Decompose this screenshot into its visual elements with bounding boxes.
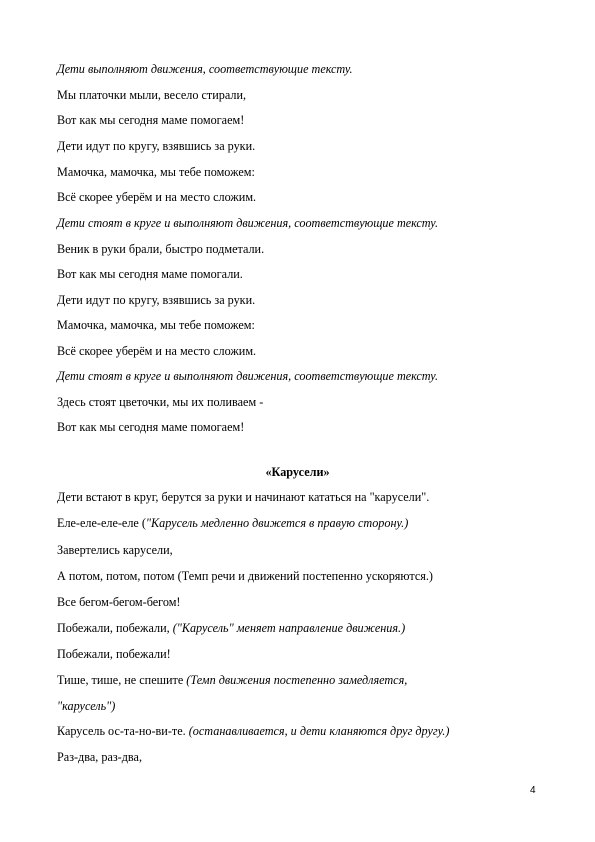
text-line: Мы платочки мыли, весело стирали,: [57, 88, 247, 102]
page-number: 4: [530, 785, 536, 796]
text-line: Дети стоят в круге и выполняют движения, соответствующие тексту.: [57, 216, 438, 230]
text-line: [57, 673, 407, 688]
text-line: Вот как мы сегодня маме помогаем!: [57, 420, 245, 434]
text-line: [57, 595, 180, 610]
text-line: [57, 516, 408, 531]
verse-text: Тише, тише, не спешите: [57, 673, 187, 687]
verse-text: Побежали, побежали,: [57, 621, 173, 635]
text-line: Вот как мы сегодня маме помогали.: [57, 267, 243, 281]
verse-text: Завертелись карусели,: [57, 543, 173, 557]
verse-text: А потом, потом, потом (Темп речи и движений постепенно ускоряются.): [57, 569, 433, 583]
text-line: Всё скорее уберём и на место сложим.: [57, 190, 257, 204]
verse-text: Побежали, побежали!: [57, 647, 171, 661]
text-line: [57, 490, 429, 505]
text-line: Дети стоят в круге и выполняют движения, соответствующие тексту.: [57, 369, 438, 383]
text-line: [57, 621, 405, 636]
text-line: Веник в руки брали, быстро подметали.: [57, 242, 265, 256]
verse-text: Раз-два, раз-два,: [57, 750, 142, 764]
text-line: Мамочка, мамочка, мы тебе поможем:: [57, 165, 255, 179]
section-title: «Карусели»: [265, 465, 330, 479]
text-line: [57, 569, 433, 584]
text-line: [57, 543, 173, 558]
text-line: Вот как мы сегодня маме помогаем!: [57, 113, 245, 127]
text-line: [57, 750, 142, 765]
verse-text: Все бегом-бегом-бегом!: [57, 595, 181, 609]
text-line: [57, 699, 115, 714]
stage-direction: ("Карусель" меняет направление движения.): [172, 621, 406, 635]
text-line: Здесь стоят цветочки, мы их поливаем -: [57, 395, 264, 409]
text-line: Всё скорее уберём и на место сложим.: [57, 344, 257, 358]
stage-direction: (останавливается, и дети кланяются друг другу.): [188, 724, 450, 738]
text-line: Дети идут по кругу, взявшись за руки.: [57, 139, 256, 153]
stage-direction: "карусель"): [57, 699, 116, 713]
text-line: Мамочка, мамочка, мы тебе поможем:: [57, 318, 255, 332]
stage-direction: "Карусель медленно движется в правую сторону.): [145, 516, 409, 530]
stage-direction: (Темп движения постепенно замедляется,: [186, 673, 408, 687]
text-line: [57, 724, 449, 739]
verse-text: Еле-еле-еле-еле (: [57, 516, 146, 530]
text-line: Дети выполняют движения, соответствующие тексту.: [57, 62, 353, 76]
text-line: Дети идут по кругу, взявшись за руки.: [57, 293, 256, 307]
text-line: [57, 647, 171, 662]
verse-text: Дети встают в круг, берутся за руки и начинают кататься на "карусели".: [57, 490, 430, 504]
verse-text: Карусель ос-та-но-ви-те.: [57, 724, 189, 738]
